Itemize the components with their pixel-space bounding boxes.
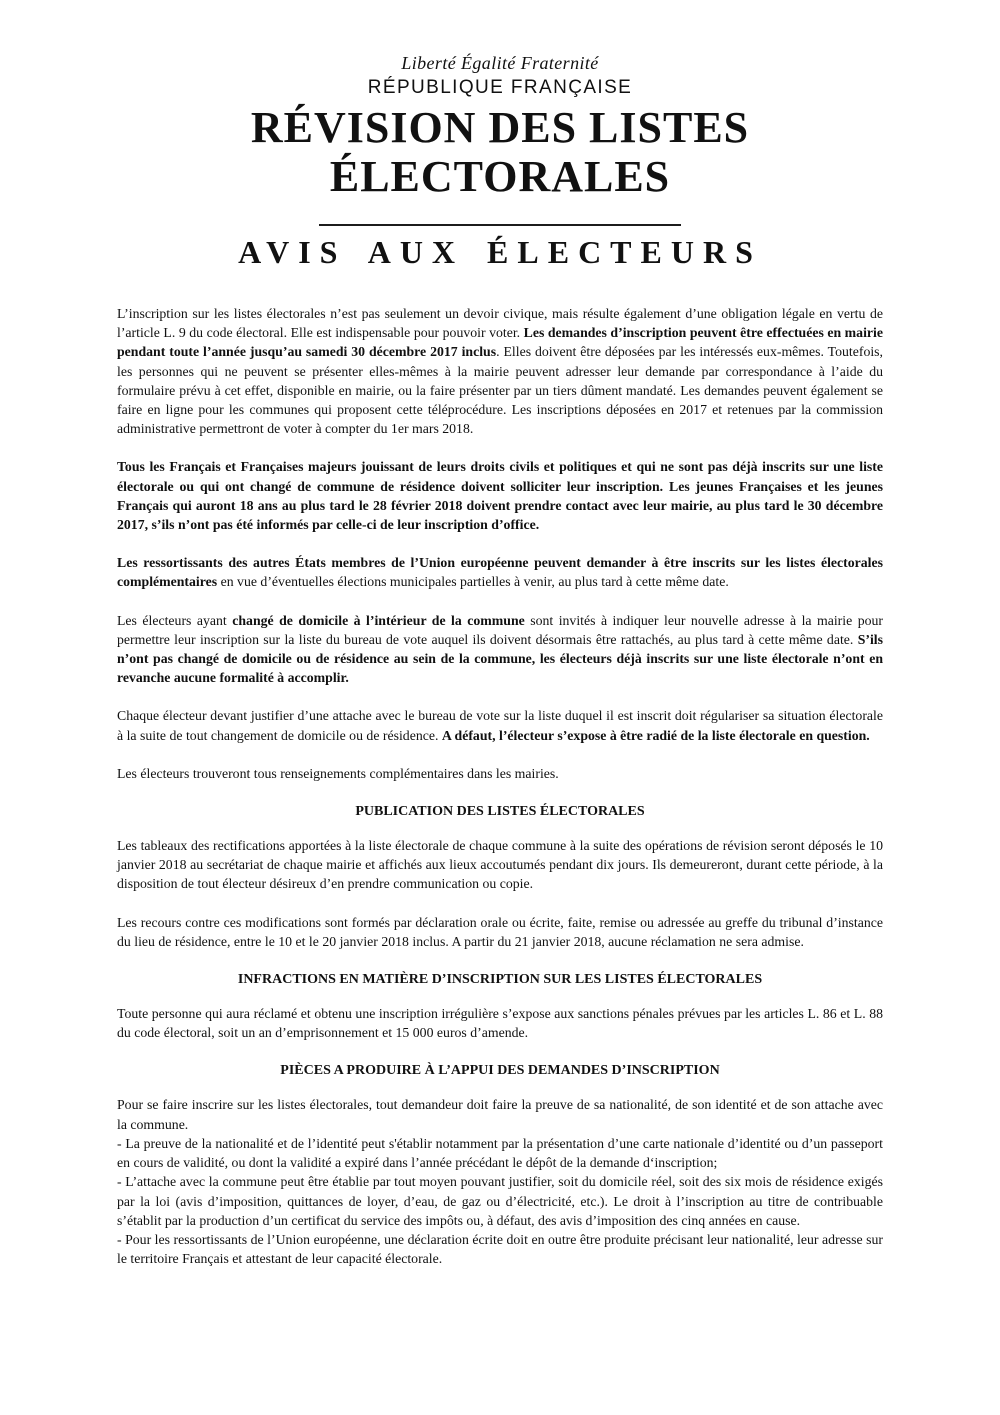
obligation-paragraph: Tous les Français et Françaises majeurs jouissant de leurs droits civils et politiques et qui ne sont pas déjà inscrits sur une liste électorale ou qui ont changé de commune de résidence doivent solliciter leur inscription. Les jeunes Françaises et les jeunes Français qui auront 18 ans au plus tard le 28 février 2018 doivent prendre contact avec leur mairie, au plus tard le 30 décembre 2017, s’ils n’ont pas été informés par celle-ci de leur inscription d’office. [117, 459, 883, 533]
publication-heading: PUBLICATION DES LISTES ÉLECTORALES [355, 804, 645, 820]
page-title-line2: ÉLECTORALES [329, 152, 671, 201]
appeals-paragraph: Les recours contre ces modifications sont formés par déclaration orale ou écrite, faite, remise ou adressée au greffe du tribunal d’instance du lieu de résidence, entre le 10 et le 20 janvier 2018 inclus. A partir du 21 janvier 2018, aucune réclamation ne sera admise. [117, 914, 883, 949]
sanctions-paragraph: Toute personne qui aura réclamé et obtenu une inscription irrégulière s’expose aux sanctions pénales prévues par les articles L. 86 et L. 88 du code électoral, soit un an d’emprisonnement et 15 000 euros d’amende. [117, 1006, 883, 1041]
motto-text: Liberté Égalité Fraternité [401, 53, 599, 73]
intro-paragraph: L’inscription sur les listes électorales n’est pas seulement un devoir civique, mais résulte également d’une obligation légale en vertu de l’article L. 9 du code électoral. Elle est indispensable pour pouvoir voter. Les demandes d’inscription peuvent être effectuées en mairie pendant toute l’année jusqu’au samedi 30 décembre 2017 inclus. Elles doivent être déposées par les intéressés eux-mêmes. Toutefois, les personnes qui ne peuvent se présenter elles-mêmes à la mairie peuvent adresser leur demande par correspondance à l’aide du formulaire prévu à cet effet, disponible en mairie, ou la faire présenter par un tiers dûment mandaté. Les demandes peuvent également se faire en ligne pour les communes qui proposent cette téléprocédure. Les inscriptions déposées en 2017 et retenues par la commission administrative permettront de voter à compter du 1er mars 2018. [117, 306, 884, 437]
page-title-line1: RÉVISION DES LISTES [250, 103, 750, 152]
title-divider [319, 224, 681, 226]
proof-identity-line: - La preuve de la nationalité et de l’identité peut s'établir notamment par la présentation d’une carte nationale d’identité ou d’un passeport en cours de validité, ou dont la validité a expiré dans l’année précédant le dépôt de la demande d‘inscription; [117, 1135, 883, 1171]
proof-eu-declaration-line: - Pour les ressortissants de l’Union européenne, une déclaration écrite doit en outre être produite précisant leur nationalité, leur adresse sur le territoire Français et attestant de leur capacité électorale. [117, 1231, 883, 1267]
regularisation-paragraph: Chaque électeur devant justifier d’une attache avec le bureau de vote sur la liste duquel il est inscrit doit régulariser sa situation électorale à la suite de tout changement de domicile ou de résidence. A défaut, l’électeur s’expose à être radié de la liste électorale en question. [117, 708, 883, 743]
publication-paragraph: Les tableaux des rectifications apportées à la liste électorale de chaque commune à la suite des opérations de révision seront déposés le 10 janvier 2018 au secrétariat de chaque mairie et affichés aux lieux accoutumés pendant dix jours. Ils demeureront, durant cette période, à la disposition de tout électeur désireux d’en prendre communication ou copie. [117, 838, 883, 892]
document-header [0, 52, 1000, 273]
change-of-address-paragraph: Les électeurs ayant changé de domicile à l’intérieur de la commune sont invités à indiquer leur nouvelle adresse à la mairie pour permettre leur inscription sur la liste du bureau de vote auquel ils doivent désormais être rattachés, au plus tard à cette même date. S’ils n’ont pas changé de domicile ou de résidence au sein de la commune, les électeurs déjà inscrits sur une liste électorale n’ont en revanche aucune formalité à accomplir. [117, 612, 883, 686]
document-body [117, 304, 883, 1268]
republic-name: RÉPUBLIQUE FRANÇAISE [367, 77, 633, 98]
documents-heading: PIÈCES A PRODUIRE À L’APPUI DES DEMANDES D’INSCRIPTION [280, 1063, 720, 1079]
proof-intro-line: Pour se faire inscrire sur les listes électorales, tout demandeur doit faire la preuve de sa nationalité, de son identité et de son attache avec la commune. [117, 1097, 883, 1132]
further-information-paragraph: Les électeurs trouveront tous renseignements complémentaires dans les mairies. [117, 765, 559, 781]
infractions-heading: INFRACTIONS EN MATIÈRE D’INSCRIPTION SUR LES LISTES ÉLECTORALES [237, 972, 763, 988]
eu-nationals-paragraph: Les ressortissants des autres États membres de l’Union européenne peuvent demander à être inscrits sur les listes électorales complémentaires en vue d’éventuelles élections municipales partielles à venir, au plus tard à cette même date. [117, 555, 883, 590]
proof-residence-line: - L’attache avec la commune peut être établie par tout moyen pouvant justifier, soit du domicile réel, soit des six mois de résidence exigés par la loi (avis d’imposition, quittances de loyer, d’eau, de gaz ou d’électricité, etc.). Le droit à l’inscription au titre de contribuable s’établit par la production d’un certificat du service des impôts ou, à défaut, des avis d’imposition des cinq années en cause. [117, 1174, 883, 1228]
notice-subtitle: AVIS AUX ÉLECTEURS [238, 234, 762, 270]
page-title [0, 103, 1000, 201]
